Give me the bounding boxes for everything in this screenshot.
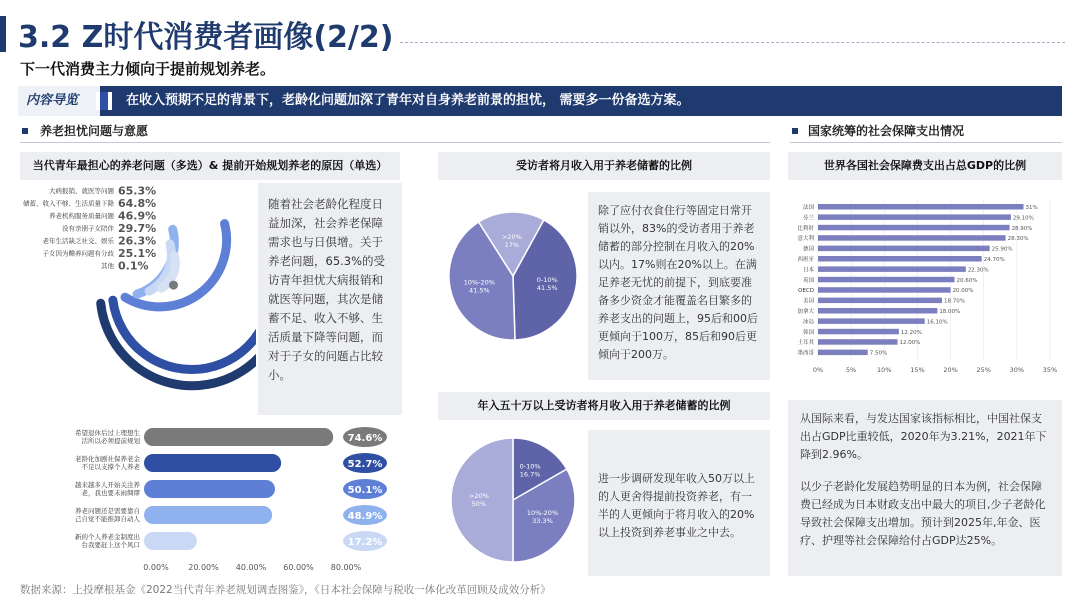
hbar-bar [144,506,272,524]
hbar-x-tick: 0.00% [143,563,169,572]
hbar-x-tick: 40.00% [235,563,267,572]
hbar-category-line1: 老龄化加剧社保养老金 [75,455,140,463]
gdp-x-tick: 30% [1009,366,1025,374]
section-marker-left [22,128,28,134]
hbar-category-line2: 活所以必须提前规划 [81,437,140,445]
gdp-category: 土耳其 [797,340,814,347]
gdp-value-label: 28.90% [1011,225,1033,232]
gdp-category: 美国 [802,298,814,305]
gdp-x-tick: 5% [845,366,857,374]
gdp-x-tick: 35% [1042,366,1058,374]
pie-chart-1 [440,192,586,360]
gdp-bar [818,308,937,314]
gdp-bar [818,318,925,324]
hbar-category-line2: 不足以支撑个人养老 [81,463,140,471]
hbar-value-label: 74.6% [347,433,383,444]
gdp-note-paragraph-2: 以少子老龄化发展趋势明显的日本为例，社会保障费已经成为日本财政支出中最大的项目,少子老龄化导致社会保障支出增加。预计到2025年,年金、医疗、护理等社会保障给付占GDP达25%。 [800,480,1046,547]
guide-tag: 内容导览 [18,86,100,116]
gdp-category: 英国 [802,277,814,284]
radial-bar-value-label: 25.1% [118,247,157,260]
radial-bar-category: 没有亲朋子女陪伴 [62,224,114,233]
radial-bar-chart [20,183,256,415]
gdp-category: 法国 [802,205,814,211]
hbar-x-tick: 80.00% [330,563,362,572]
gdp-x-tick: 0% [812,366,824,374]
gdp-bar [818,256,982,262]
hbar-x-tick: 20.00% [188,563,219,572]
gdp-value-label: 20.60% [956,277,978,284]
pie-slice-label: >20% [501,232,522,241]
gdp-category: OECD [798,288,814,295]
gdp-category: 意大利 [797,236,814,243]
pie-slice-label: 10%-20% [526,509,559,518]
pie-slice-label: >20% [468,492,489,500]
pie-chart-2 [440,422,586,578]
hbar-value-label: 50.1% [347,485,383,496]
gdp-value-label: 12.20% [900,329,922,336]
pie-slice-label: 10%-20% [463,278,495,287]
gdp-bar [818,287,951,293]
radial-bar-dot [169,281,178,290]
hbar-category-line1: 希望退休后过上理想生 [75,429,140,437]
title-divider [400,42,1065,43]
gdp-bar [818,329,899,335]
pie1-title: 受访者将月收入用于养老储蓄的比例 [438,152,770,180]
gdp-chart-title: 世界各国社会保障费支出占总GDP的比例 [788,152,1062,180]
hbar-value-label: 48.9% [347,511,383,522]
pie-slice-value: 16.7% [519,470,541,479]
gdp-category: 日本 [802,267,814,274]
pie-slice-value: 41.5% [469,286,490,295]
gdp-bar [818,235,1006,241]
section-title-right: 国家统筹的社会保障支出情况 [808,124,965,138]
section-line-right [790,142,1062,143]
page-title: 3.2 Z时代消费者画像(2/2) [18,20,394,55]
gdp-x-tick: 15% [910,366,925,374]
gdp-category: 韩国 [802,329,814,336]
radial-bar-value-label: 29.7% [118,222,157,235]
gdp-note-paragraph-1: 从国际来看，与发达国家该指标相比，中国社保支出占GDP比重较低，2020年为3.21%，2021年下降到2.96%。 [800,412,1047,461]
gdp-bar [818,204,1023,210]
gdp-value-label: 18.00% [939,309,961,315]
hbar-category-line2: 己自觉不能推卸自动人 [75,515,140,523]
gdp-category: 比利时 [797,225,814,232]
radial-bar-category: 大病报销、就医等问题 [49,187,114,195]
gdp-value-label: 7.50% [869,350,888,357]
hbar-bar [144,480,275,498]
hbar-x-tick: 60.00% [283,563,314,572]
hbar-category-line1: 养老问题还是需要靠自 [75,507,140,515]
radial-bar-value-label: 65.3% [118,184,157,198]
page-subtitle: 下一代消费主力倾向于提前规划养老。 [20,60,276,78]
pie1-note: 除了应付衣食住行等固定日常开销以外，83%的受访者用于养老储蓄的部分控制在月收入的20%以内。17%则在20%以上。在满足养老无忧的前提下，到底要准备多少资金才能覆盖名目繁多的养老支出的问题上，95后和00后更倾向于100万，85后和90后更倾向于200万。 [588,192,770,380]
radial-bar-category: 养老机构服务质量问题 [49,212,114,220]
gdp-bar [818,339,898,345]
source-footnote: 数据来源：上投摩根基金《2022当代青年养老规划调查图鉴》，《日本社会保障与税收一体化改革回顾及成效分析》 [20,584,551,596]
gdp-x-tick: 25% [976,366,991,374]
gdp-value-label: 16.10% [926,319,948,326]
radial-chart-title: 当代青年最担心的养老问题（多选）& 提前开始规划养老的原因（单选） [20,152,400,180]
radial-bar-category: 老年生活缺乏社交、娱乐 [42,237,114,245]
radial-bar-category: 储蓄、收入不够、生活质量下降 [23,199,114,208]
hbar-category-line1: 越来越多人开始关注养 [75,481,140,489]
gdp-value-label: 24.70% [983,257,1005,263]
gdp-x-tick: 10% [877,366,892,374]
pie2-note: 进一步调研发现年收入50万以上的人更舍得提前投资养老，有一半的人更倾向于将月收入的20%以上投资到养老事业之中去。 [588,430,770,576]
hbar-bar [144,532,197,550]
gdp-bar [818,214,1011,220]
gdp-value-label: 25.90% [991,246,1013,253]
hbar-value-label: 52.7% [347,459,383,470]
section-line-left [20,142,770,143]
hbar-bar [144,454,281,472]
guide-text: 在收入预期不足的背景下，老龄化问题加深了青年对自身养老前景的担忧， 需要多一份备选方案。 [126,93,690,108]
gdp-value-label: 31% [1025,205,1038,211]
gdp-category: 冰岛 [802,319,814,326]
pie-slice-value: 17% [504,240,520,249]
radial-bar-value-label: 26.3% [118,234,157,248]
radial-bar-category: 其他 [101,262,114,270]
hbar-category-line2: 老，我也要未雨绸缪 [81,489,140,497]
title-accent-bar [0,16,6,52]
section-title-left: 养老担忧问题与意愿 [40,124,149,138]
gdp-x-tick: 20% [943,366,958,374]
gdp-bar [818,277,955,283]
gdp-value-label: 29.10% [1012,215,1034,222]
gdp-category: 加拿大 [797,309,814,315]
gdp-bar [818,350,868,356]
radial-note: 随着社会老龄化程度日益加深，社会养老保障需求也与日俱增。关于养老问题，65.3%的受访青年担忧大病报销和就医等问题，其次是储蓄不足、收入不够、生活质量下降等问题，而对于子女的问题占比较小。 [258,183,402,415]
radial-bar-category: 子女因为赡养问题有分歧 [42,249,114,258]
gdp-value-label: 20.00% [952,288,974,295]
radial-bar-value-label: 64.8% [118,197,157,210]
gdp-value-label: 28.30% [1007,236,1029,243]
gdp-bar [818,225,1010,231]
reasons-bar-chart [20,420,400,578]
gdp-bar-chart [788,192,1062,384]
radial-bar-value-label: 46.9% [118,209,157,223]
gdp-bar [818,266,966,272]
pie-slice-value: 41.5% [536,284,558,293]
hbar-value-label: 17.2% [347,537,383,548]
pie-slice-value: 50% [471,500,487,508]
hbar-category-line2: 台我要赶上这个风口 [81,541,140,549]
gdp-bar [818,246,990,252]
hbar-bar [144,428,333,446]
radial-bar-arc [113,271,256,370]
section-marker-right [792,128,798,134]
pie-slice-value: 33.3% [532,517,553,526]
gdp-category: 德国 [802,246,814,253]
pie-slice-label: 0-10% [519,462,541,471]
pie2-title: 年入五十万以上受访者将月收入用于养老储蓄的比例 [438,392,770,420]
gdp-category: 芬兰 [802,215,814,222]
radial-bar-value-label: 0.1% [118,259,149,273]
gdp-value-label: 12.00% [899,340,921,347]
gdp-category: 墨西哥 [797,350,814,357]
hbar-category-line1: 新的个人养老金制度出 [75,533,140,541]
gdp-value-label: 22.30% [967,267,989,274]
gdp-value-label: 18.70% [943,298,965,305]
bookmark-icon [96,92,112,110]
gdp-bar [818,298,942,304]
gdp-category: 西班牙 [797,257,814,263]
pie-slice-label: 0-10% [536,276,558,285]
gdp-note [788,400,1062,576]
